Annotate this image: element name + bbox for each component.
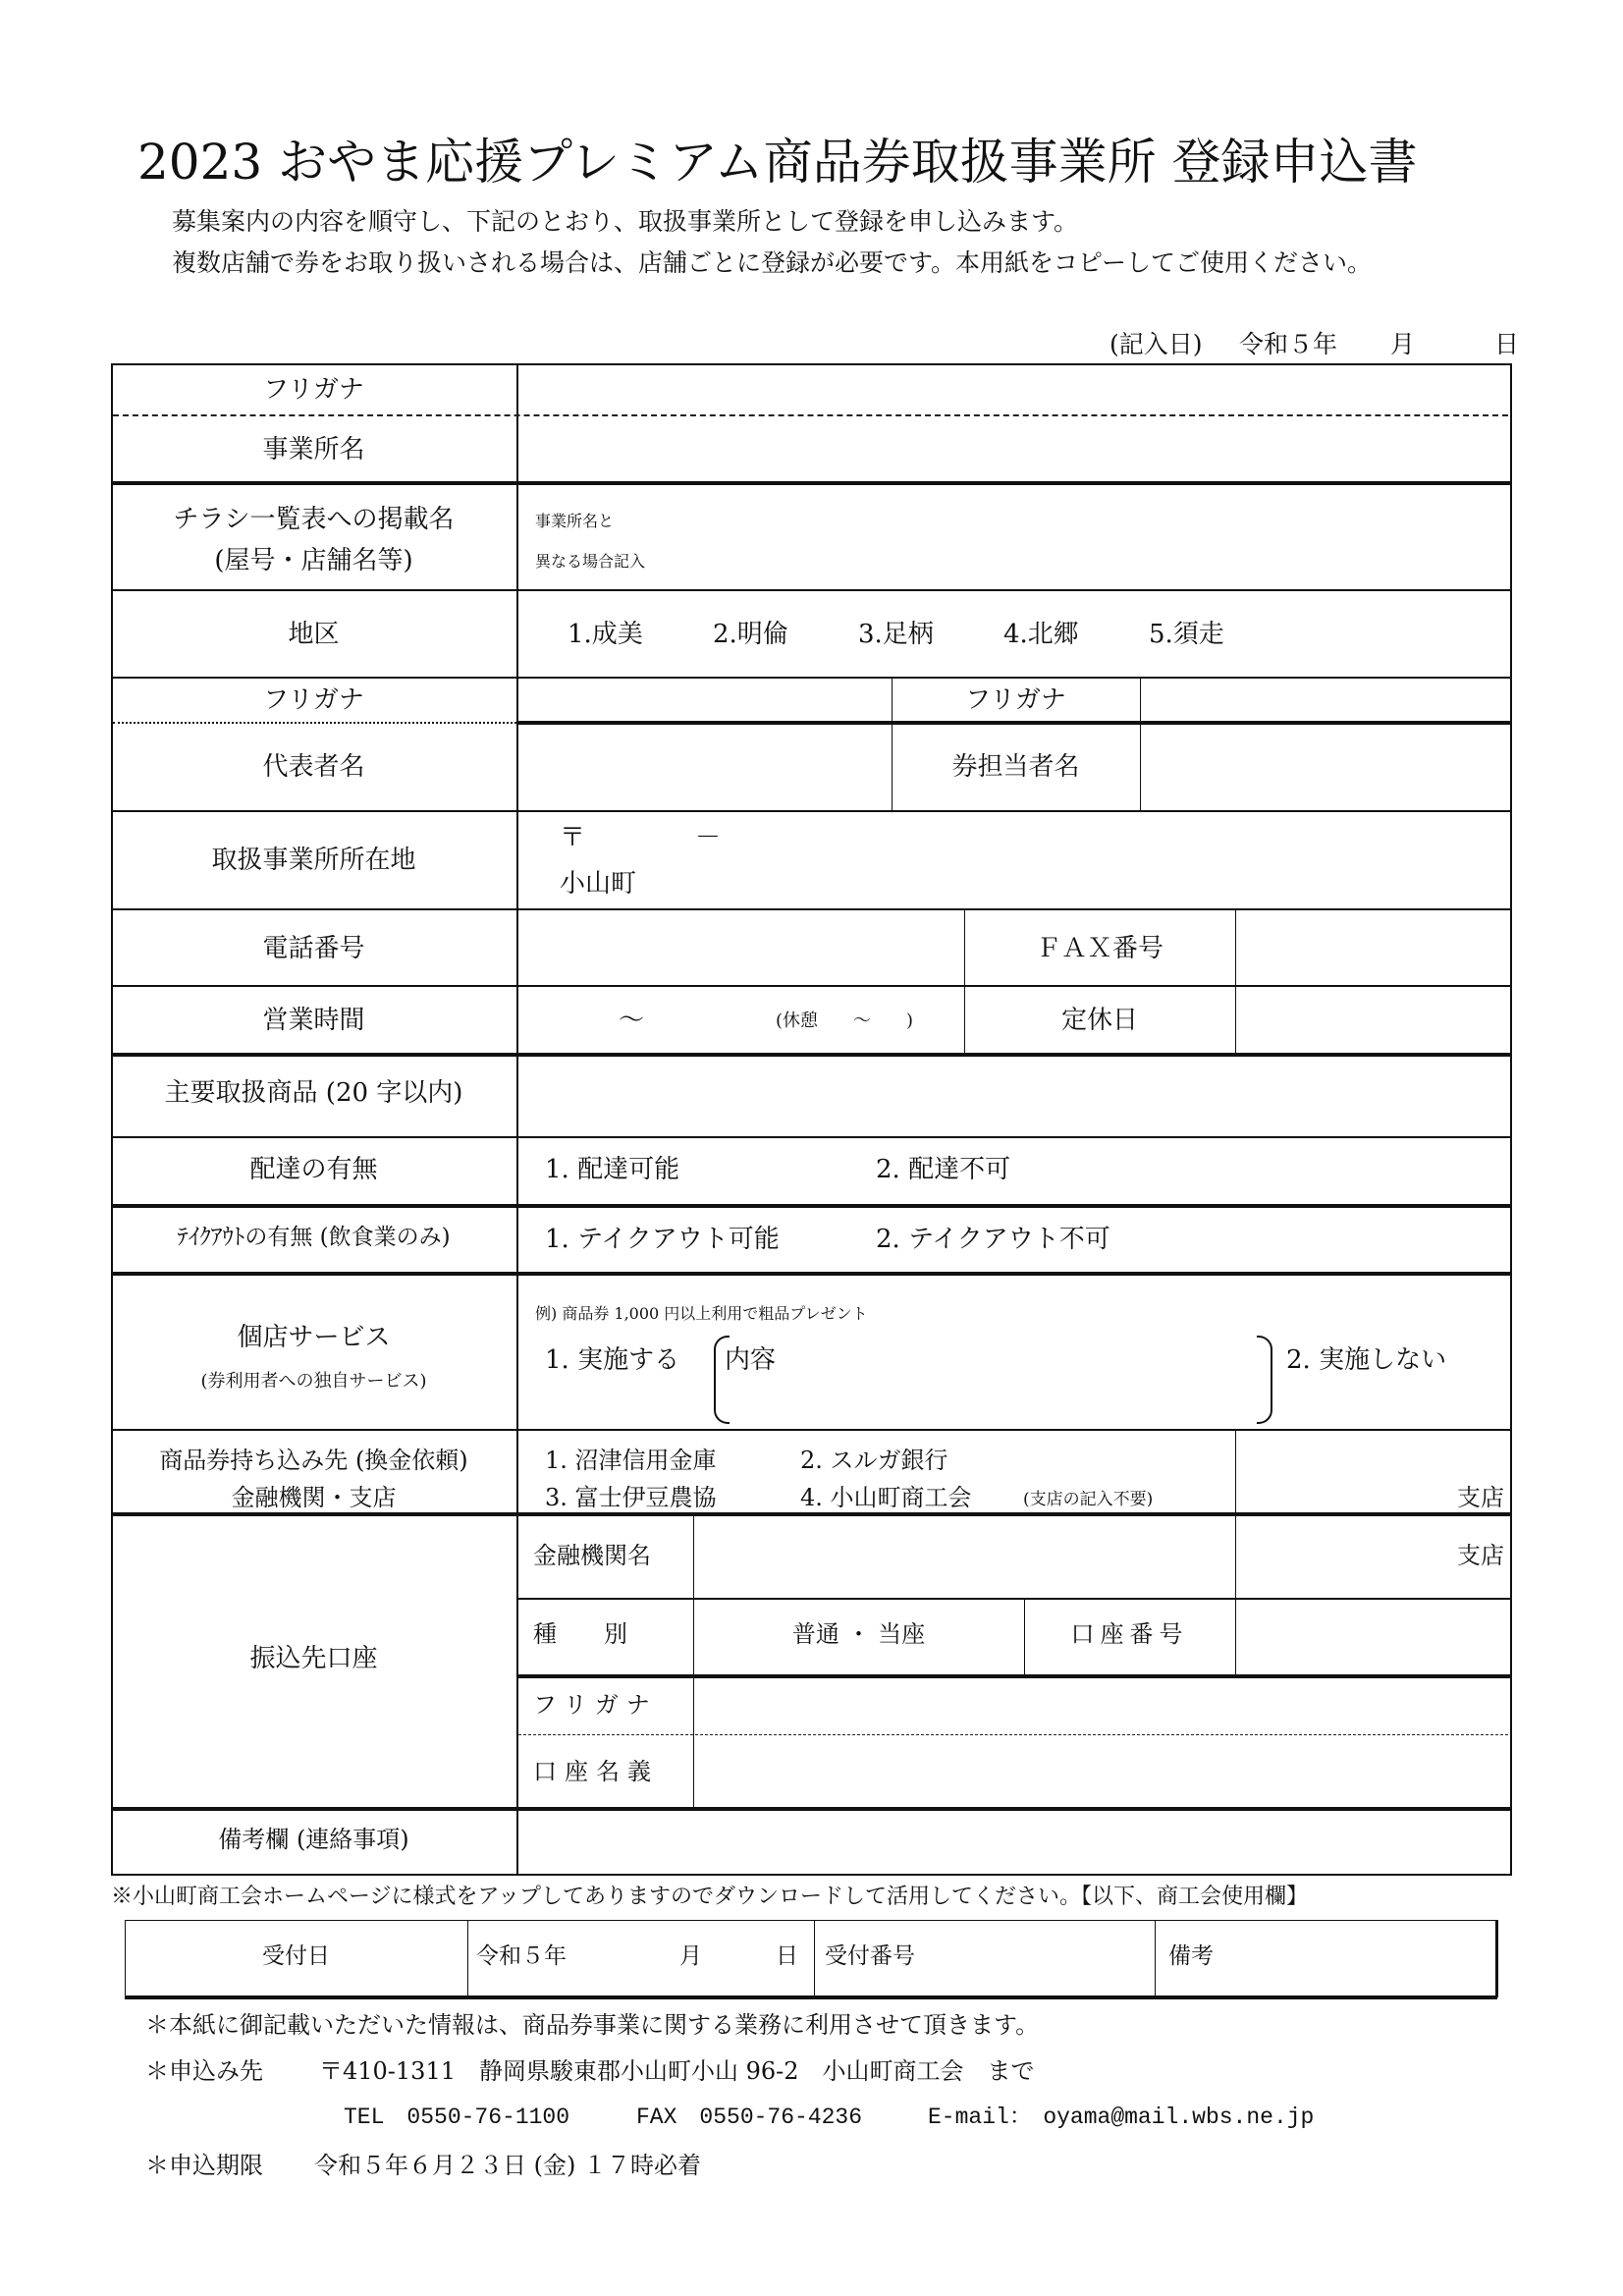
takeout-option[interactable]: 2. テイクアウト不可 bbox=[876, 1225, 1110, 1254]
bank-name-label: 金融機関名 bbox=[533, 1542, 651, 1569]
bank-dest-option[interactable]: 4. 小山町商工会 bbox=[800, 1484, 972, 1511]
intro-text-2: 複数店舗で券をお取り扱いされる場合は、店舗ごとに登録が必要です。本用紙をコピーしてご使用ください。 bbox=[172, 248, 1373, 277]
contact-email[interactable]: E-mail： oyama@mail.wbs.ne.jp bbox=[928, 2105, 1315, 2130]
row-divider bbox=[111, 589, 1512, 591]
flyer-name-note-1: 事業所名と bbox=[535, 512, 615, 530]
entry-month-field[interactable] bbox=[1335, 326, 1384, 359]
received-date-value: 令和５年 bbox=[476, 1943, 567, 1969]
service-option-implement[interactable]: 1. 実施する bbox=[545, 1345, 680, 1375]
row-divider bbox=[516, 1674, 1512, 1678]
row-divider bbox=[111, 810, 1512, 812]
takeout-label: ﾃｲｸｱｳﾄの有無 (飲食業のみ) bbox=[177, 1225, 451, 1250]
remarks-input[interactable] bbox=[520, 1813, 1506, 1872]
district-option[interactable]: 4.北郷 bbox=[1003, 620, 1079, 649]
service-content-label: 内容 bbox=[725, 1345, 777, 1375]
bank-dest-label-1: 商品券持ち込み先 (換金依頼) bbox=[159, 1447, 468, 1474]
submit-label: ＊申込み先 bbox=[145, 2057, 263, 2085]
service-example: 例) 商品券 1,000 円以上利用で粗品プレゼント bbox=[535, 1304, 868, 1323]
rep-furigana-label: フリガナ bbox=[263, 685, 364, 715]
district-option[interactable]: 2.明倫 bbox=[713, 620, 788, 649]
main-products-input[interactable] bbox=[520, 1059, 1506, 1133]
account-furigana-input[interactable] bbox=[697, 1679, 1506, 1732]
service-content-bracket-right bbox=[1257, 1336, 1272, 1424]
fax-label: ＦＡＸ番号 bbox=[1035, 934, 1163, 963]
row-divider-rep-furigana bbox=[113, 722, 516, 724]
postal-dash: － bbox=[695, 823, 722, 852]
bank-dest-option[interactable]: 2. スルガ銀行 bbox=[800, 1447, 948, 1474]
deadline-label: ＊申込期限 bbox=[145, 2152, 263, 2179]
col-divider-bank-sublabel bbox=[693, 1512, 694, 1807]
row-divider bbox=[111, 908, 1512, 910]
furigana-label: フリガナ bbox=[263, 375, 364, 405]
account-number-input[interactable] bbox=[1239, 1602, 1506, 1670]
office-col-divider bbox=[1155, 1920, 1156, 1997]
business-name-label: 事業所名 bbox=[262, 435, 365, 465]
col-divider-bank-dest bbox=[1235, 1429, 1236, 1512]
submit-address: 〒410-1311 静岡県駿東郡小山町小山 96-2 小山町商工会 まで bbox=[319, 2057, 1035, 2085]
address-input[interactable] bbox=[648, 864, 1502, 903]
district-option[interactable]: 5.須走 bbox=[1149, 620, 1224, 649]
account-type-options[interactable]: 普通 ・ 当座 bbox=[791, 1620, 926, 1648]
contact-furigana-label: フリガナ bbox=[965, 685, 1066, 715]
row-divider bbox=[111, 677, 1512, 679]
hours-break: (休憩 ～ ) bbox=[776, 1011, 914, 1031]
col-divider-fax-value bbox=[1235, 908, 1236, 1053]
table-border-bottom bbox=[111, 1874, 1512, 1876]
phone-label: 電話番号 bbox=[262, 934, 365, 963]
fax-input[interactable] bbox=[1239, 912, 1506, 981]
row-divider-furigana bbox=[113, 414, 1508, 416]
account-holder-input[interactable] bbox=[697, 1738, 1506, 1803]
remarks-label: 備考欄 (連絡事項) bbox=[218, 1826, 409, 1853]
entry-date-era: 令和５年 bbox=[1239, 330, 1338, 358]
account-holder-label: 口座名義 bbox=[533, 1758, 659, 1785]
row-divider bbox=[516, 721, 1512, 725]
row-divider bbox=[111, 1807, 1512, 1811]
office-col-divider bbox=[467, 1920, 468, 1997]
row-divider bbox=[111, 1204, 1512, 1208]
entry-date-label: (記入日) bbox=[1109, 330, 1203, 358]
receipt-number-label: 受付番号 bbox=[825, 1943, 915, 1969]
received-month: 月 bbox=[679, 1943, 702, 1969]
bank-dest-option[interactable]: 3. 富士伊豆農協 bbox=[545, 1484, 717, 1511]
contact-name-input[interactable] bbox=[1144, 727, 1506, 807]
bank-dest-branch-suffix: 支店 bbox=[1457, 1484, 1504, 1511]
row-divider-account-furigana bbox=[518, 1734, 1508, 1735]
col-divider-bank-branch bbox=[1235, 1512, 1236, 1674]
postal-code-input[interactable] bbox=[589, 820, 785, 853]
office-table-top bbox=[125, 1920, 1497, 1921]
row-divider bbox=[111, 1272, 1512, 1276]
rep-name-input[interactable] bbox=[520, 727, 888, 807]
row-divider bbox=[111, 1053, 1512, 1057]
delivery-option[interactable]: 1. 配達可能 bbox=[545, 1155, 680, 1184]
district-option[interactable]: 3.足柄 bbox=[858, 620, 934, 649]
download-note: ※小山町商工会ホームページに様式をアップしてありますのでダウンロードして活用してください。【以下、商工会使用欄】 bbox=[111, 1885, 1309, 1909]
postal-mark: 〒 bbox=[560, 823, 586, 852]
contact-furigana-input[interactable] bbox=[1144, 681, 1506, 718]
row-divider bbox=[516, 1598, 1512, 1600]
flyer-name-input[interactable] bbox=[687, 485, 1506, 587]
bank-branch-suffix: 支店 bbox=[1457, 1542, 1504, 1569]
hours-label: 営業時間 bbox=[262, 1006, 365, 1035]
phone-input[interactable] bbox=[520, 912, 960, 981]
entry-day-field[interactable] bbox=[1424, 326, 1488, 359]
bank-branch-input[interactable] bbox=[1239, 1516, 1450, 1595]
flyer-name-note-2: 異なる場合記入 bbox=[535, 552, 646, 571]
delivery-option[interactable]: 2. 配達不可 bbox=[876, 1155, 1011, 1184]
main-products-label: 主要取扱商品 (20 字以内) bbox=[164, 1078, 463, 1108]
business-name-input[interactable] bbox=[520, 418, 1506, 479]
intro-text-1: 募集案内の内容を順守し、下記のとおり、取扱事業所として登録を申し込みます。 bbox=[172, 207, 1079, 236]
hours-tilde: ～ bbox=[619, 1006, 645, 1035]
row-divider bbox=[111, 1136, 1512, 1138]
office-table-bottom bbox=[125, 1995, 1497, 1999]
bank-name-input[interactable] bbox=[697, 1516, 1231, 1595]
contact-fax: FAX 0550-76-4236 bbox=[636, 2105, 863, 2130]
received-day: 日 bbox=[776, 1943, 798, 1969]
col-divider-rep-value bbox=[1140, 677, 1141, 810]
holiday-label: 定休日 bbox=[1060, 1006, 1138, 1035]
row-divider bbox=[111, 1429, 1512, 1431]
bank-dest-branch-input[interactable] bbox=[1239, 1433, 1450, 1509]
service-label-1: 個店サービス bbox=[237, 1323, 391, 1352]
account-furigana-label: フリガナ bbox=[533, 1691, 658, 1719]
rep-furigana-input[interactable] bbox=[520, 681, 888, 718]
furigana-input[interactable] bbox=[520, 367, 1506, 412]
delivery-label: 配達の有無 bbox=[249, 1155, 378, 1184]
account-number-label: 口座番号 bbox=[1070, 1620, 1189, 1648]
service-content-input[interactable] bbox=[731, 1338, 1262, 1418]
district-option[interactable]: 1.成美 bbox=[568, 620, 643, 649]
flyer-name-label-2: (屋号・店舗名等) bbox=[214, 546, 413, 575]
row-divider bbox=[111, 985, 1512, 987]
address-town: 小山町 bbox=[560, 869, 637, 899]
district-label: 地区 bbox=[288, 620, 340, 649]
holiday-input[interactable] bbox=[1239, 989, 1506, 1050]
received-date-label: 受付日 bbox=[262, 1943, 330, 1969]
bank-dest-note: (支店の記入不要) bbox=[1023, 1490, 1154, 1509]
contact-tel: TEL 0550-76-1100 bbox=[344, 2105, 570, 2130]
service-label-2: (券利用者への独自サービス) bbox=[200, 1371, 427, 1392]
bank-dest-label-2: 金融機関・支店 bbox=[231, 1484, 397, 1511]
contact-name-label: 券担当者名 bbox=[951, 752, 1080, 782]
privacy-note: ＊本紙に御記載いただいた情報は、商品券事業に関する業務に利用させて頂きます。 bbox=[145, 2011, 1040, 2039]
rep-name-label: 代表者名 bbox=[262, 752, 365, 782]
account-type-label: 種 別 bbox=[533, 1620, 627, 1648]
service-option-not-implement[interactable]: 2. 実施しない bbox=[1286, 1345, 1447, 1375]
office-remarks-label: 備考 bbox=[1168, 1943, 1214, 1969]
bank-dest-option[interactable]: 1. 沼津信用金庫 bbox=[545, 1447, 717, 1474]
office-col-divider bbox=[814, 1920, 815, 1997]
address-label: 取扱事業所所在地 bbox=[211, 846, 416, 875]
page-title: 2023 おやま応援プレミアム商品券取扱事業所 登録申込書 bbox=[137, 134, 1418, 191]
office-table-right bbox=[1495, 1920, 1498, 1997]
takeout-option[interactable]: 1. テイクアウト可能 bbox=[545, 1225, 780, 1254]
entry-date-day: 日 bbox=[1494, 330, 1520, 358]
entry-date-month: 月 bbox=[1390, 330, 1416, 358]
transfer-account-label: 振込先口座 bbox=[249, 1644, 378, 1673]
hours-input[interactable] bbox=[520, 989, 960, 1050]
table-border-top bbox=[111, 363, 1512, 365]
flyer-name-label-1: チラシ一覧表への掲載名 bbox=[173, 505, 455, 534]
deadline-value: 令和５年６月２３日 (金) １７時必着 bbox=[314, 2152, 701, 2179]
